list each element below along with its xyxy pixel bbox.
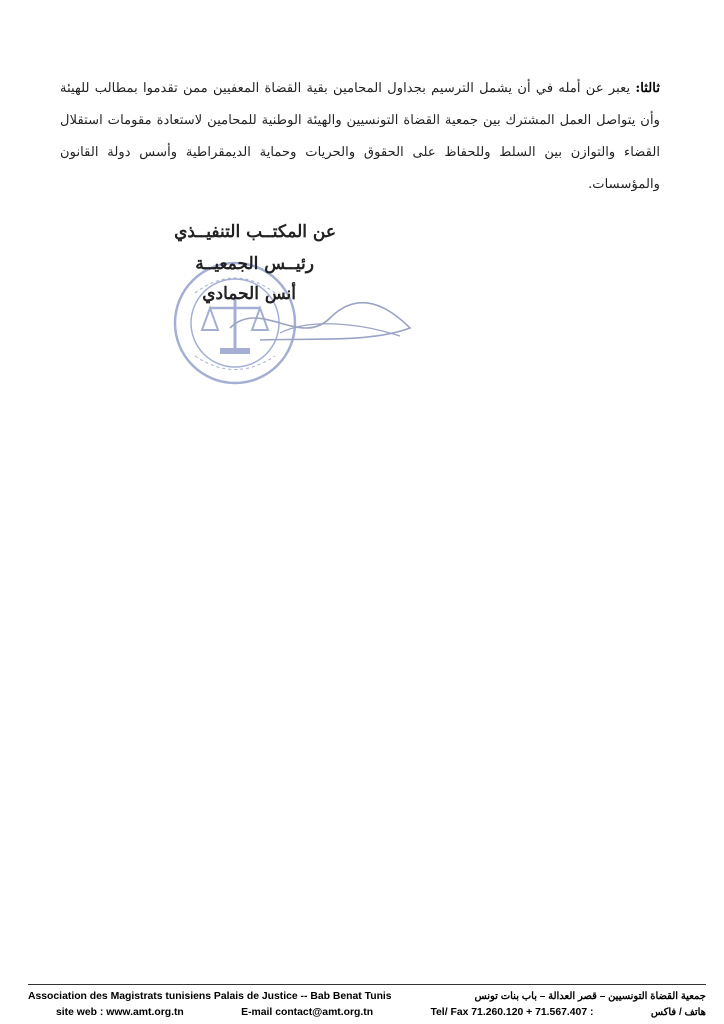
footer <box>28 988 706 1020</box>
footer-row-address <box>28 988 706 1004</box>
signature-title: رئيــس الجمعيــة <box>195 254 314 274</box>
signature-block <box>140 218 350 388</box>
signature-name: أنس الحمادي <box>202 284 296 304</box>
footer-phone-ar: هاتف / فاكس <box>650 1006 706 1018</box>
footer-website[interactable]: site web : www.amt.org.tn <box>56 1006 184 1018</box>
signature-office: عن المكتــب التنفيــذي <box>174 222 336 242</box>
footer-divider <box>28 984 706 985</box>
paragraph-lead: ثالثا: <box>635 81 660 97</box>
footer-row-contact <box>28 1004 706 1020</box>
footer-address-ar: جمعية القضاة التونسيين – قصر العدالة – باب بنات تونس <box>474 990 706 1002</box>
footer-phone: Tel/ Fax 71.260.120 + 71.567.407 : <box>430 1006 594 1018</box>
body-paragraph <box>60 73 660 201</box>
footer-address-fr: Association des Magistrats tunisiens Palais de Justice -- Bab Benat Tunis <box>28 990 392 1002</box>
paragraph-text: يعبر عن أمله في أن يشمل الترسيم بجداول المحامين بقية القضاة المعفيين ممن تقدموا بمطالب للهيئة وأن يتواصل العمل المشترك بين جمعية القضاة التونسيين والهيئة الوطنية للمحامين لاستعادة مقومات استقلال القضاء والتوازن بين السلط وللحفاظ على الحقوق والحريات وحماية الديمقراطية وأسس دولة القانون والمؤسسات. <box>60 81 660 193</box>
footer-email[interactable]: E-mail contact@amt.org.tn <box>241 1006 374 1018</box>
